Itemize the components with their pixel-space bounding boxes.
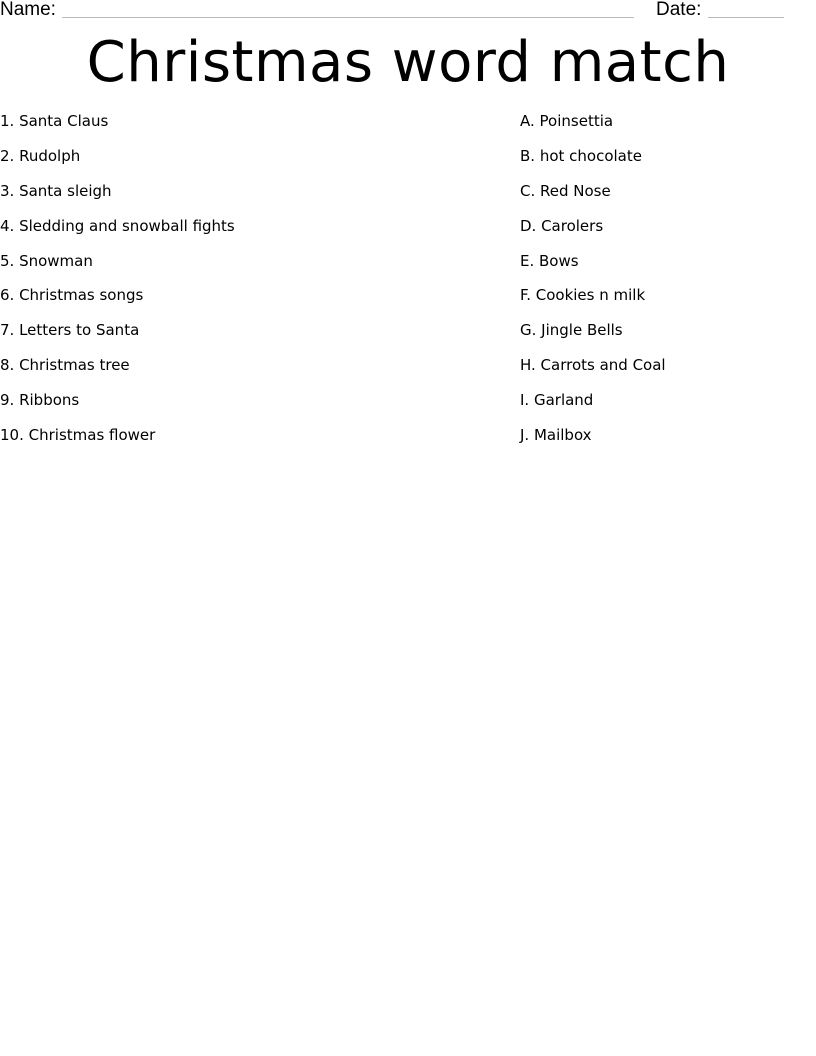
date-field-line[interactable] — [708, 17, 784, 18]
term-item: 9. Ribbons — [0, 391, 80, 410]
match-item: A. Poinsettia — [520, 112, 614, 130]
term-item: 8. Christmas tree — [0, 356, 130, 375]
matches-list — [520, 111, 810, 460]
name-label: Name: — [0, 0, 56, 20]
term-item: 2. Rudolph — [0, 146, 81, 165]
match-item: I. Garland — [520, 391, 594, 410]
term-item: 3. Santa sleigh — [0, 181, 112, 200]
match-item: E. Bows — [520, 251, 579, 270]
term-item: 5. Snowman — [0, 251, 93, 270]
terms-list — [0, 111, 480, 460]
name-field-line[interactable] — [62, 17, 634, 18]
date-label: Date: — [656, 0, 702, 20]
match-item: B. hot chocolate — [520, 146, 642, 165]
term-item: 4. Sledding and snowball fights — [0, 216, 235, 235]
worksheet-header — [0, 0, 816, 22]
match-item: H. Carrots and Coal — [520, 356, 666, 375]
term-item: 1. Santa Claus — [0, 112, 109, 130]
term-item: 6. Christmas songs — [0, 286, 144, 305]
match-item: F. Cookies n milk — [520, 286, 646, 305]
match-item: D. Carolers — [520, 216, 604, 235]
term-item: 7. Letters to Santa — [0, 321, 140, 340]
match-item: G. Jingle Bells — [520, 321, 623, 340]
worksheet-title: Christmas word match — [86, 30, 730, 95]
match-item: J. Mailbox — [520, 426, 592, 445]
term-item: 10. Christmas flower — [0, 426, 156, 445]
match-item: C. Red Nose — [520, 181, 611, 200]
